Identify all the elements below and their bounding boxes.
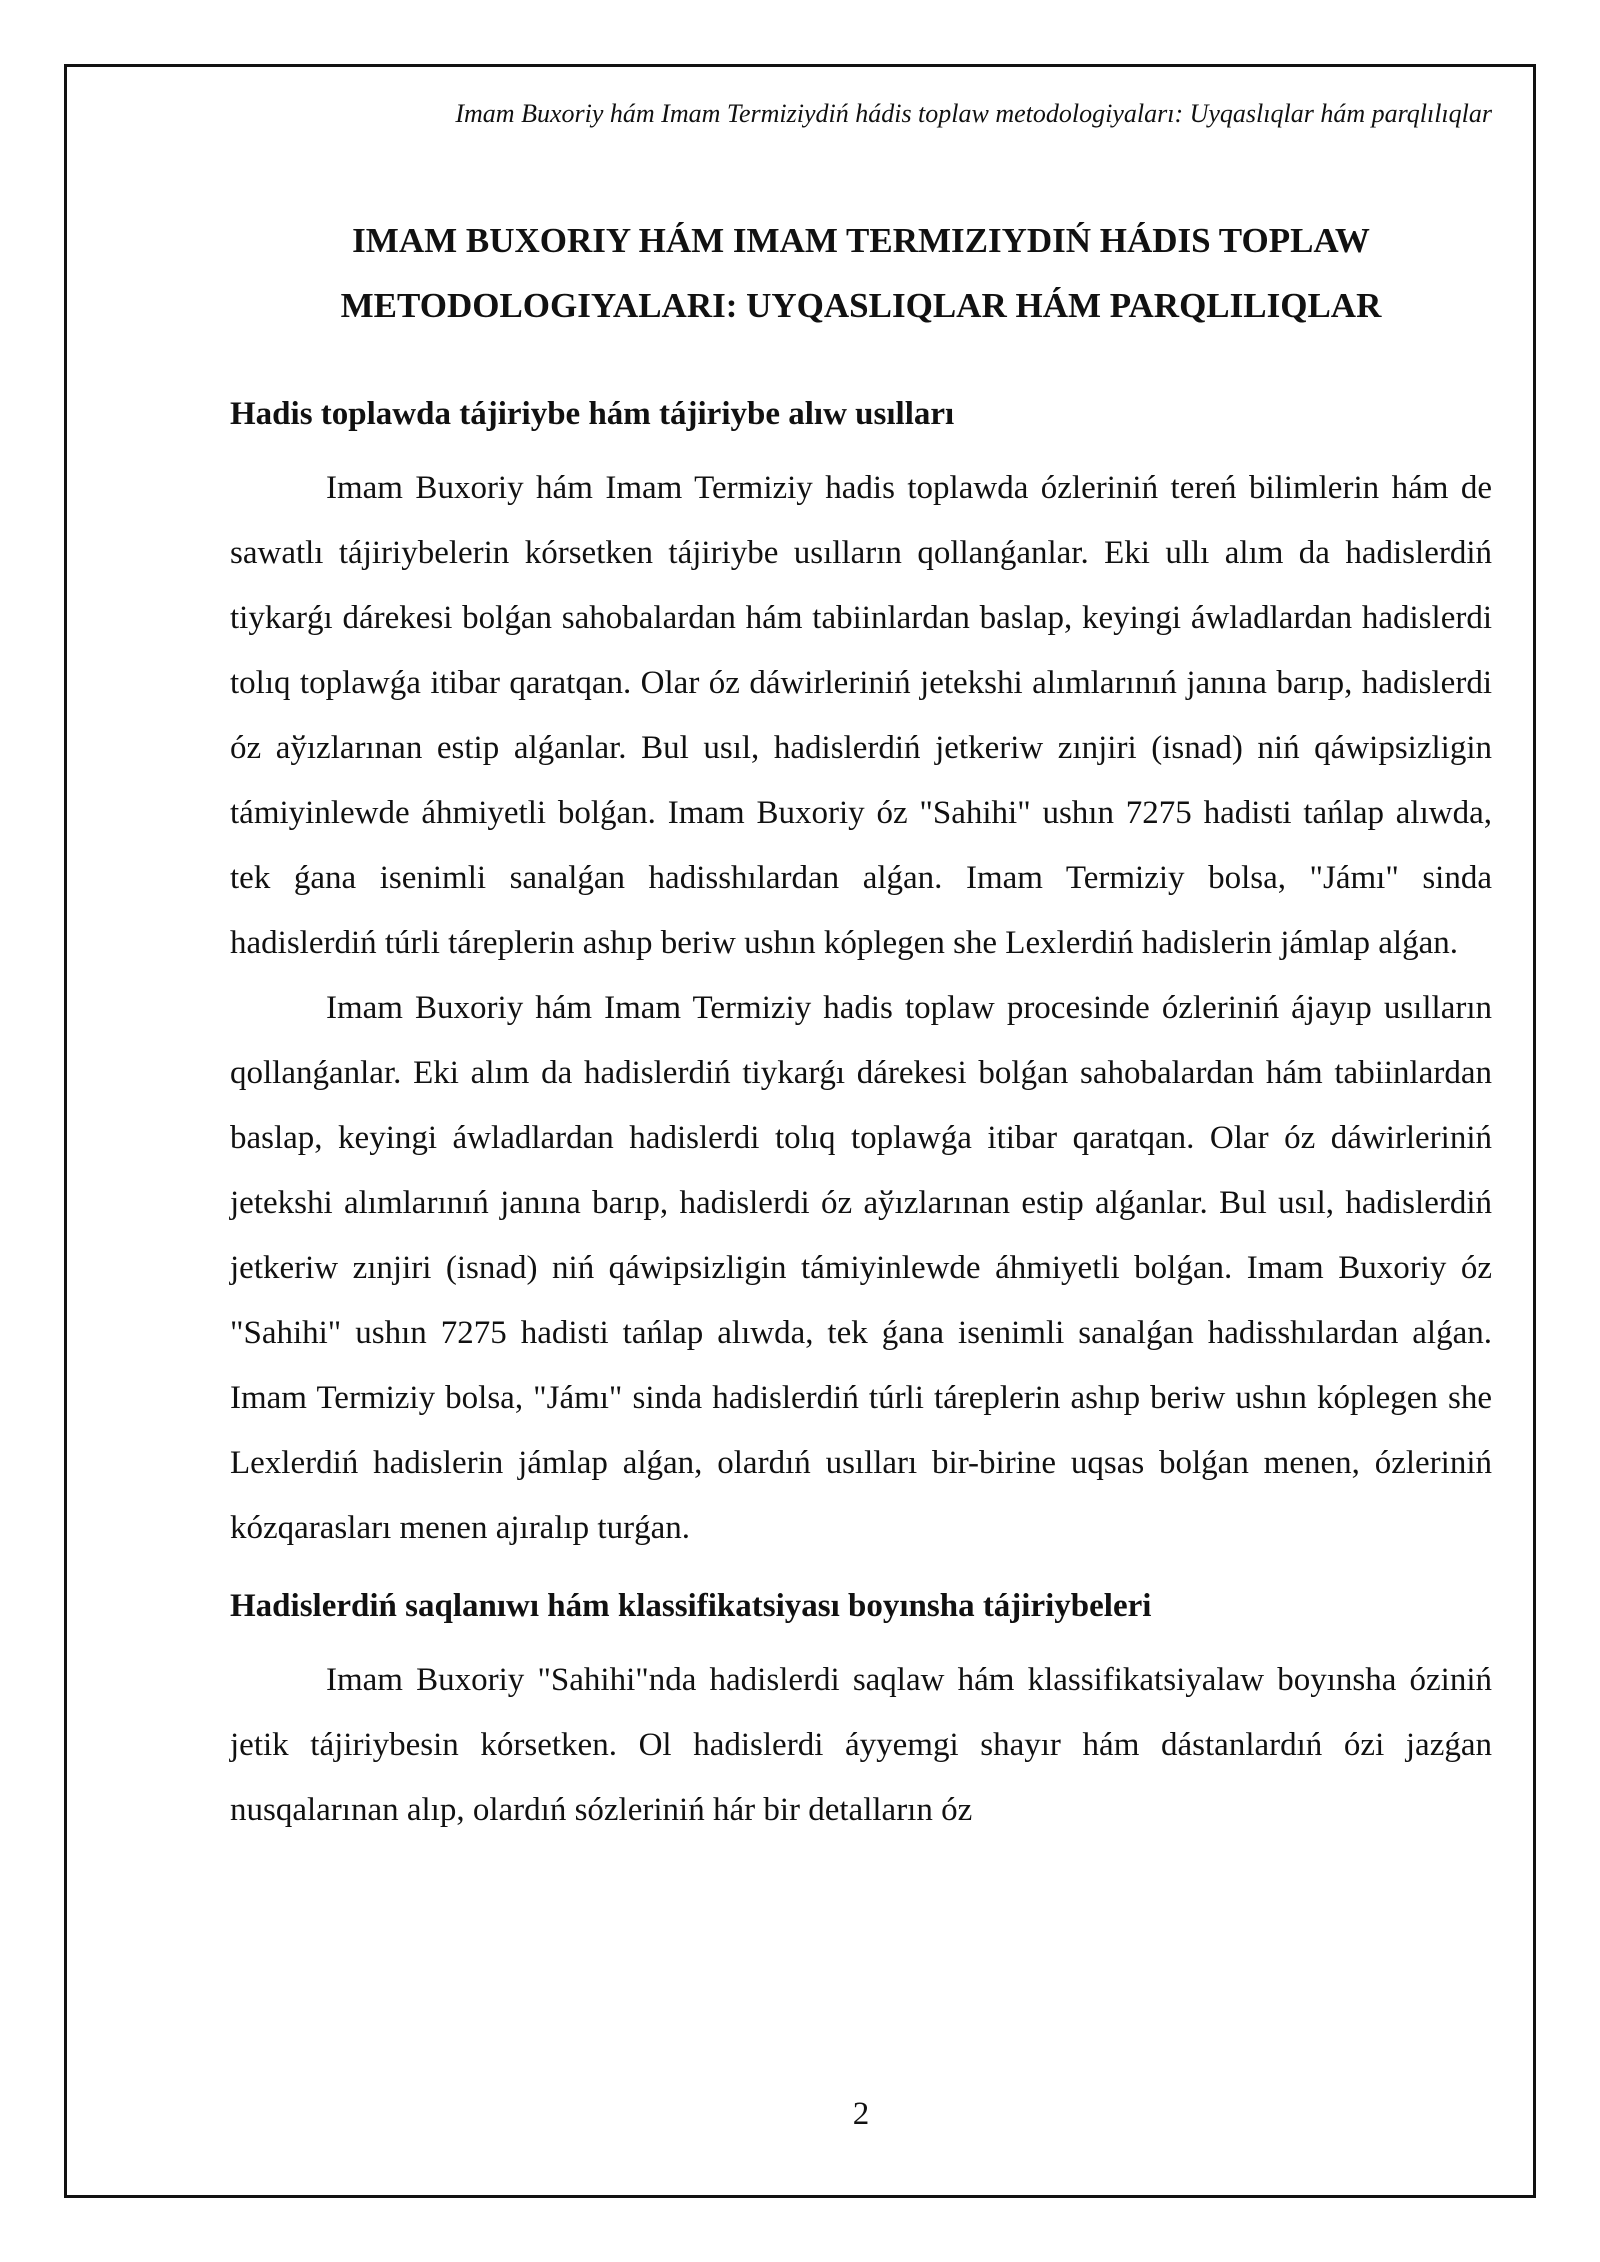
paragraph-3: Imam Buxoriy "Sahihi"nda hadislerdi saqlaw hám klassifikatsiyalaw boyınsha óziniń jetik tájiriybesin kórsetken. Ol hadislerdi áyyemgi shayır hám dástanlardıń ózi jazǵan nusqalarınan alıp, olardıń sózleriniń hár bir detalların óz xyxy=(230,1662,1492,1828)
section-heading-methods: Hadis toplawda tájiriybe hám tájiriybe alıw usılları xyxy=(230,396,955,432)
title-line-2: METODOLOGIYALARI: UYQASLIQLAR HÁM PARQLILIQLAR xyxy=(340,286,1382,325)
document-title xyxy=(230,208,1492,338)
page-number: 2 xyxy=(852,2096,870,2132)
body-content xyxy=(230,384,1492,1843)
title-line-1: IMAM BUXORIY HÁM IMAM TERMIZIYDIŃ HÁDIS TOPLAW xyxy=(352,221,1370,260)
running-header: Imam Buxoriy hám Imam Termiziydiń hádis toplaw metodologiyaları: Uyqaslıqlar hám parqlılıqlar xyxy=(455,99,1492,128)
section-heading-classification: Hadislerdiń saqlanıwı hám klassifikatsiyası boyınsha tájiriybeleri xyxy=(230,1588,1152,1624)
paragraph-2: Imam Buxoriy hám Imam Termiziy hadis toplaw procesinde ózleriniń ájayıp usılların qollanǵanlar. Eki alım da hadislerdiń tiykarǵı dárekesi bolǵan sahobalardan hám tabiinlardan baslap, keyingi áwladlardan hadislerdi tolıq toplawǵa itibar qaratqan. Olar óz dáwirleriniń jetekshi alımlarınıń janına barıp, hadislerdi óz aўızlarınan estip alǵanlar. Bul usıl, hadislerdiń jetkeriw zınjiri (isnad) niń qáwipsizligin támiyinlewde áhmiyetli bolǵan. Imam Buxoriy óz "Sahihi" ushın 7275 hadisti tańlap alıwda, tek ǵana isenimli sanalǵan hadisshılardan alǵan. Imam Termiziy bolsa, "Jámı" sinda hadislerdiń túrli táreplerin ashıp beriw ushın kóplegen she Lexlerdiń hadislerin jámlap alǵan, olardıń usılları bir-birine uqsas bolǵan menen, ózleriniń kózqarasları menen ajıralıp turǵan. xyxy=(230,990,1492,1546)
paragraph-1: Imam Buxoriy hám Imam Termiziy hadis toplawda ózleriniń tereń bilimlerin hám de sawatlı tájiriybelerin kórsetken tájiriybe usılların qollanǵanlar. Eki ullı alım da hadislerdiń tiykarǵı dárekesi bolǵan sahobalardan hám tabiinlardan baslap, keyingi áwladlardan hadislerdi tolıq toplawǵa itibar qaratqan. Olar óz dáwirleriniń jetekshi alımlarınıń janına barıp, hadislerdi óz aўızlarınan estip alǵanlar. Bul usıl, hadislerdiń jetkeriw zınjiri (isnad) niń qáwipsizligin támiyinlewde áhmiyetli bolǵan. Imam Buxoriy óz "Sahihi" ushın 7275 hadisti tańlap alıwda, tek ǵana isenimli sanalǵan hadisshılardan alǵan. Imam Termiziy bolsa, "Jámı" sinda hadislerdiń túrli táreplerin ashıp beriw ushın kóplegen she Lexlerdiń hadislerin jámlap alǵan. xyxy=(230,470,1492,961)
